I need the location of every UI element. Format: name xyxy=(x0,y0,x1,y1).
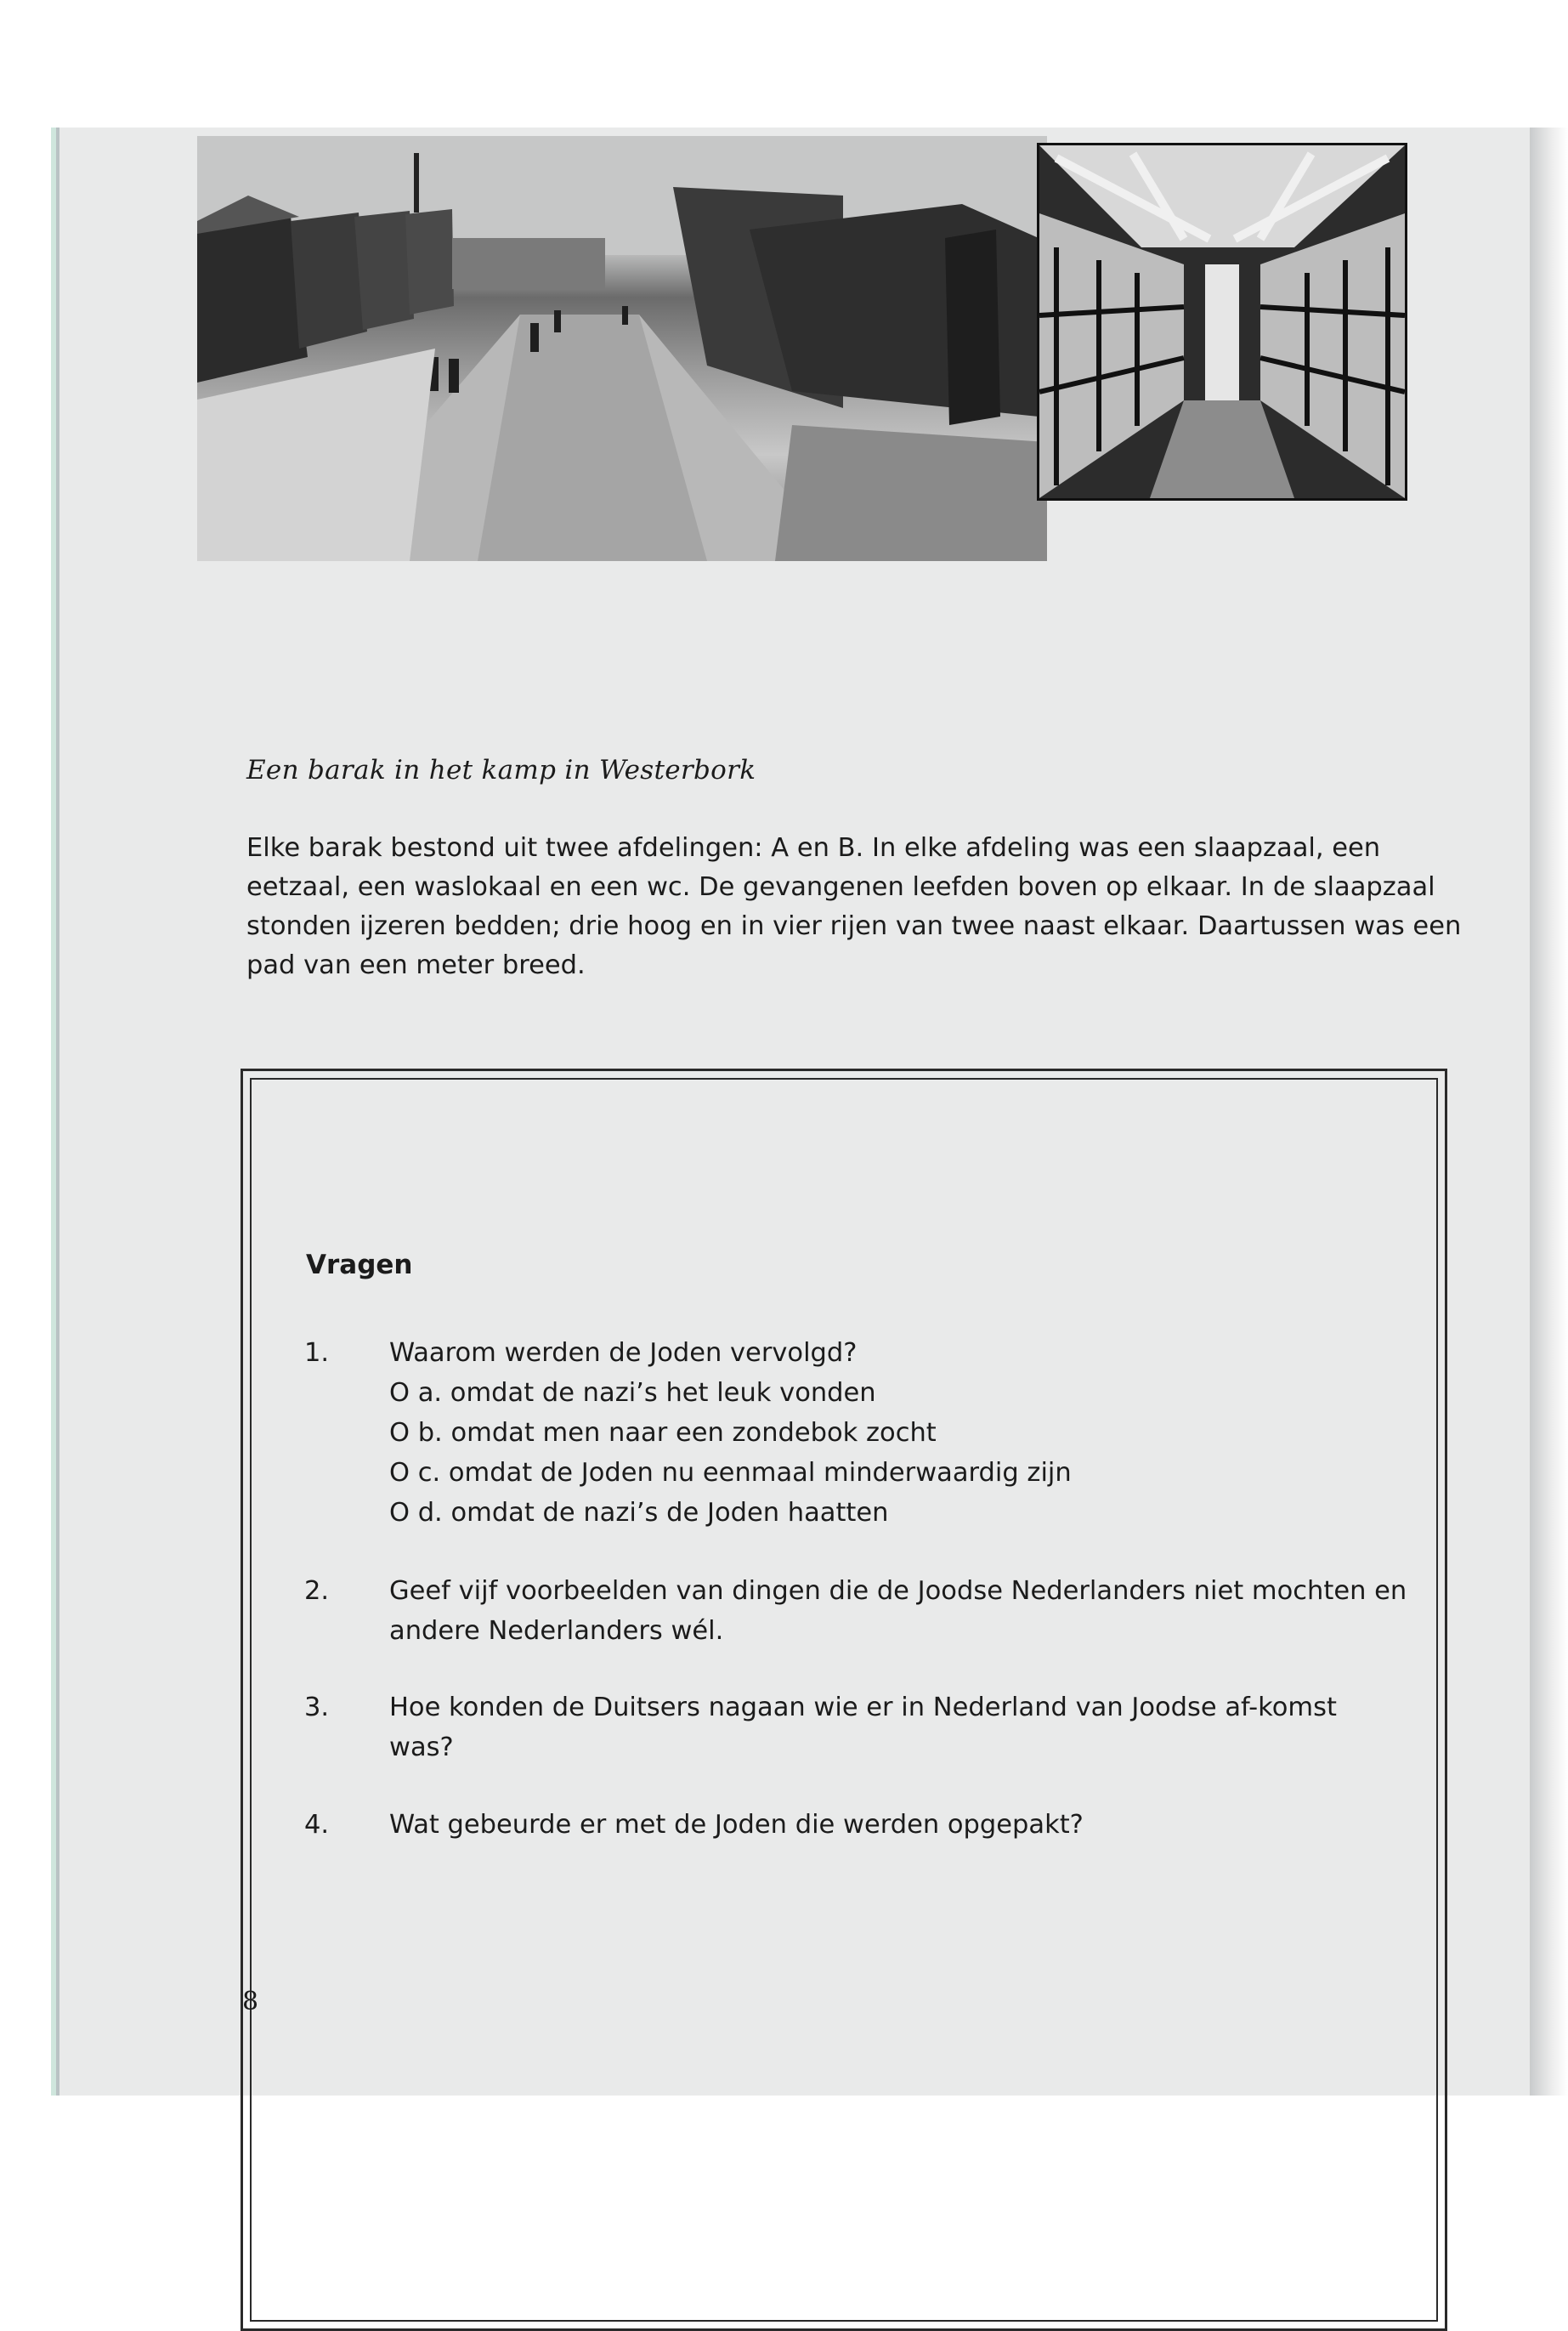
option-d[interactable]: O d. omdat de nazi’s de Joden haatten xyxy=(389,1498,889,1528)
option-c[interactable]: O c. omdat de Joden nu eenmaal minderwaardig zijn xyxy=(389,1458,1072,1488)
question-number: 3. xyxy=(304,1693,330,1722)
barrack-interior-drawing xyxy=(1039,145,1405,498)
photo-caption: Een barak in het kamp in Westerbork xyxy=(246,755,756,786)
question-text: Geef vijf voorbeelden van dingen die de Joodse Nederlanders niet mochten en andere Nederlanders wél. xyxy=(389,1576,1407,1646)
camp-street-photo xyxy=(197,136,1047,561)
question-text: Waarom werden de Joden vervolgd? xyxy=(389,1338,858,1368)
barrack-interior-photo xyxy=(1037,143,1407,501)
question-number: 1. xyxy=(304,1338,330,1368)
intro-paragraph: Elke barak bestond uit twee afdelingen: A en B. In elke afdeling was een slaapzaal, een eetzaal, een waslokaal en een wc. De gevangenen leefden boven op elkaar. In de slaapzaal stonden ijzeren bedden; drie hoog en in vier rijen van twee naast elkaar. Daartussen was een pad van een meter breed. xyxy=(246,833,1462,980)
camp-street-drawing xyxy=(197,136,1047,561)
option-b[interactable]: O b. omdat men naar een zondebok zocht xyxy=(389,1418,937,1448)
question-text: Wat gebeurde er met de Joden die werden opgepakt? xyxy=(389,1810,1084,1840)
question-text: Hoe konden de Duitsers nagaan wie er in Nederland van Joodse af-komst was? xyxy=(389,1693,1337,1762)
question-number: 2. xyxy=(304,1576,330,1606)
questions-heading: Vragen xyxy=(306,1250,413,1280)
question-body xyxy=(389,1333,1409,1533)
page-edge xyxy=(1530,128,1568,2096)
option-a[interactable]: O a. omdat de nazi’s het leuk vonden xyxy=(389,1378,876,1408)
page-number: 8 xyxy=(242,1987,259,2016)
question-number: 4. xyxy=(304,1810,330,1840)
